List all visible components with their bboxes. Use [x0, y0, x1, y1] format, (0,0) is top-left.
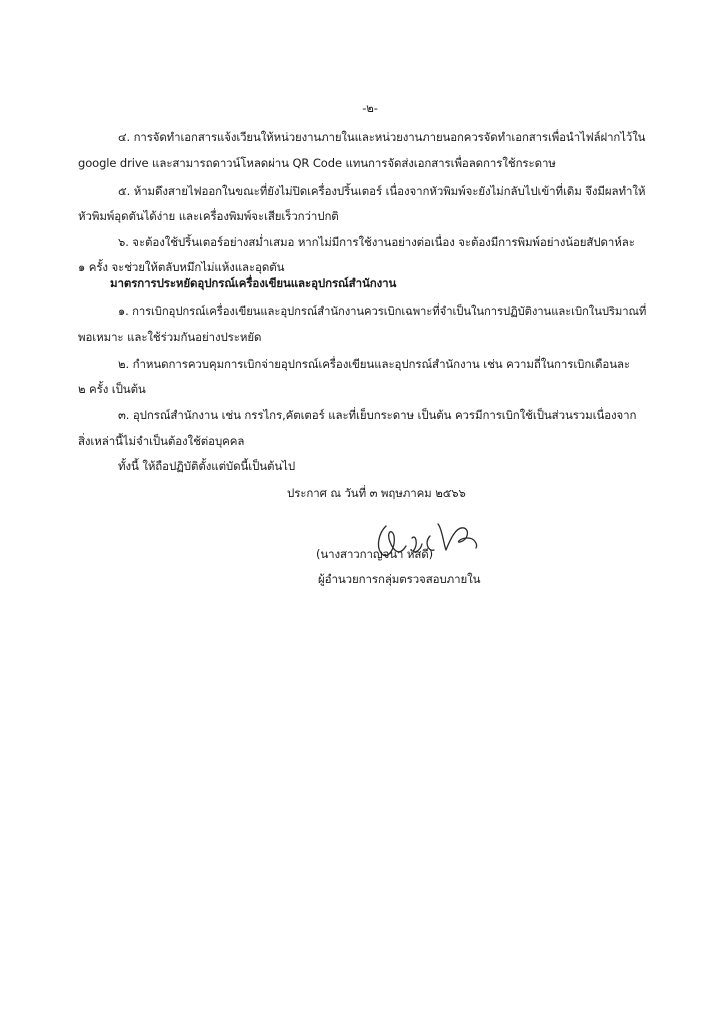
effective-statement: ทั้งนี้ ให้ถือปฏิบัติตั้งแต่บัดนี้เป็นต้นไป [118, 459, 296, 473]
section-item-2-line-2: ๒ ครั้ง เป็นต้น [78, 382, 146, 396]
signatory-name: (นางสาวกาญจนา หัสดี) [316, 547, 434, 561]
section-item-3-line-2: สิ่งเหล่านี้ไม่จำเป็นต้องใช้ต่อบุคคล [78, 434, 245, 448]
section-item-3-line-1: ๓. อุปกรณ์สำนักงาน เช่น กรรไกร,คัตเตอร์ และที่เย็บกระดาษ เป็นต้น ควรมีการเบิกใช้เป็นส่วนรวมเนื่องจาก [118, 408, 637, 422]
signatory-position: ผู้อำนวยการกลุ่มตรวจสอบภายใน [318, 572, 481, 586]
section-item-2-line-1: ๒. กำหนดการควบคุมการเบิกจ่ายอุปกรณ์เครื่องเขียนและอุปกรณ์สำนักงาน เช่น ความถี่ในการเบิกเดือนละ [118, 357, 631, 371]
section-item-1-line-1: ๑. การเบิกอุปกรณ์เครื่องเขียนและอุปกรณ์สำนักงานควรเบิกเฉพาะที่จำเป็นในการปฏิบัติงานและเบิกในปริมาณที่ [118, 304, 647, 318]
item-4-line-1: ๔. การจัดทำเอกสารแจ้งเวียนให้หน่วยงานภายในและหน่วยงานภายนอกควรจัดทำเอกสารเพื่อนำไฟล์ฝากไว้ใน [118, 130, 646, 144]
item-4-line-2: google drive และสามารถดาวน์โหลดผ่าน QR Code แทนการจัดส่งเอกสารเพื่อลดการใช้กระดาษ [78, 156, 556, 170]
section-heading: มาตรการประหยัดอุปกรณ์เครื่องเขียนและอุปกรณ์สำนักงาน [110, 276, 397, 290]
section-item-1-line-2: พอเหมาะ และใช้ร่วมกันอย่างประหยัด [78, 330, 262, 344]
item-6-line-2: ๑ ครั้ง จะช่วยให้ตลับหมึกไม่แห้งและอุดตัน [78, 260, 285, 274]
item-6-line-1: ๖. จะต้องใช้ปริ้นเตอร์อย่างสม่ำเสมอ หากไม่มีการใช้งานอย่างต่อเนื่อง จะต้องมีการพิมพ์อย่างน้อยสัปดาห์ละ [118, 235, 635, 249]
item-5-line-2: หัวพิมพ์อุดตันได้ง่าย และเครื่องพิมพ์จะเสียเร็วกว่าปกติ [78, 209, 339, 223]
item-5-line-1: ๕. ห้ามดึงสายไฟออกในขณะที่ยังไม่ปิดเครื่องปริ้นเตอร์ เนื่องจากหัวพิมพ์จะยังไม่กลับไปเข้าที่เดิม จึงมีผลทำให้ [118, 184, 646, 198]
page-number: -๒- [362, 101, 378, 115]
announcement-date: ประกาศ ณ วันที่ ๓ พฤษภาคม ๒๕๖๖ [287, 486, 466, 500]
